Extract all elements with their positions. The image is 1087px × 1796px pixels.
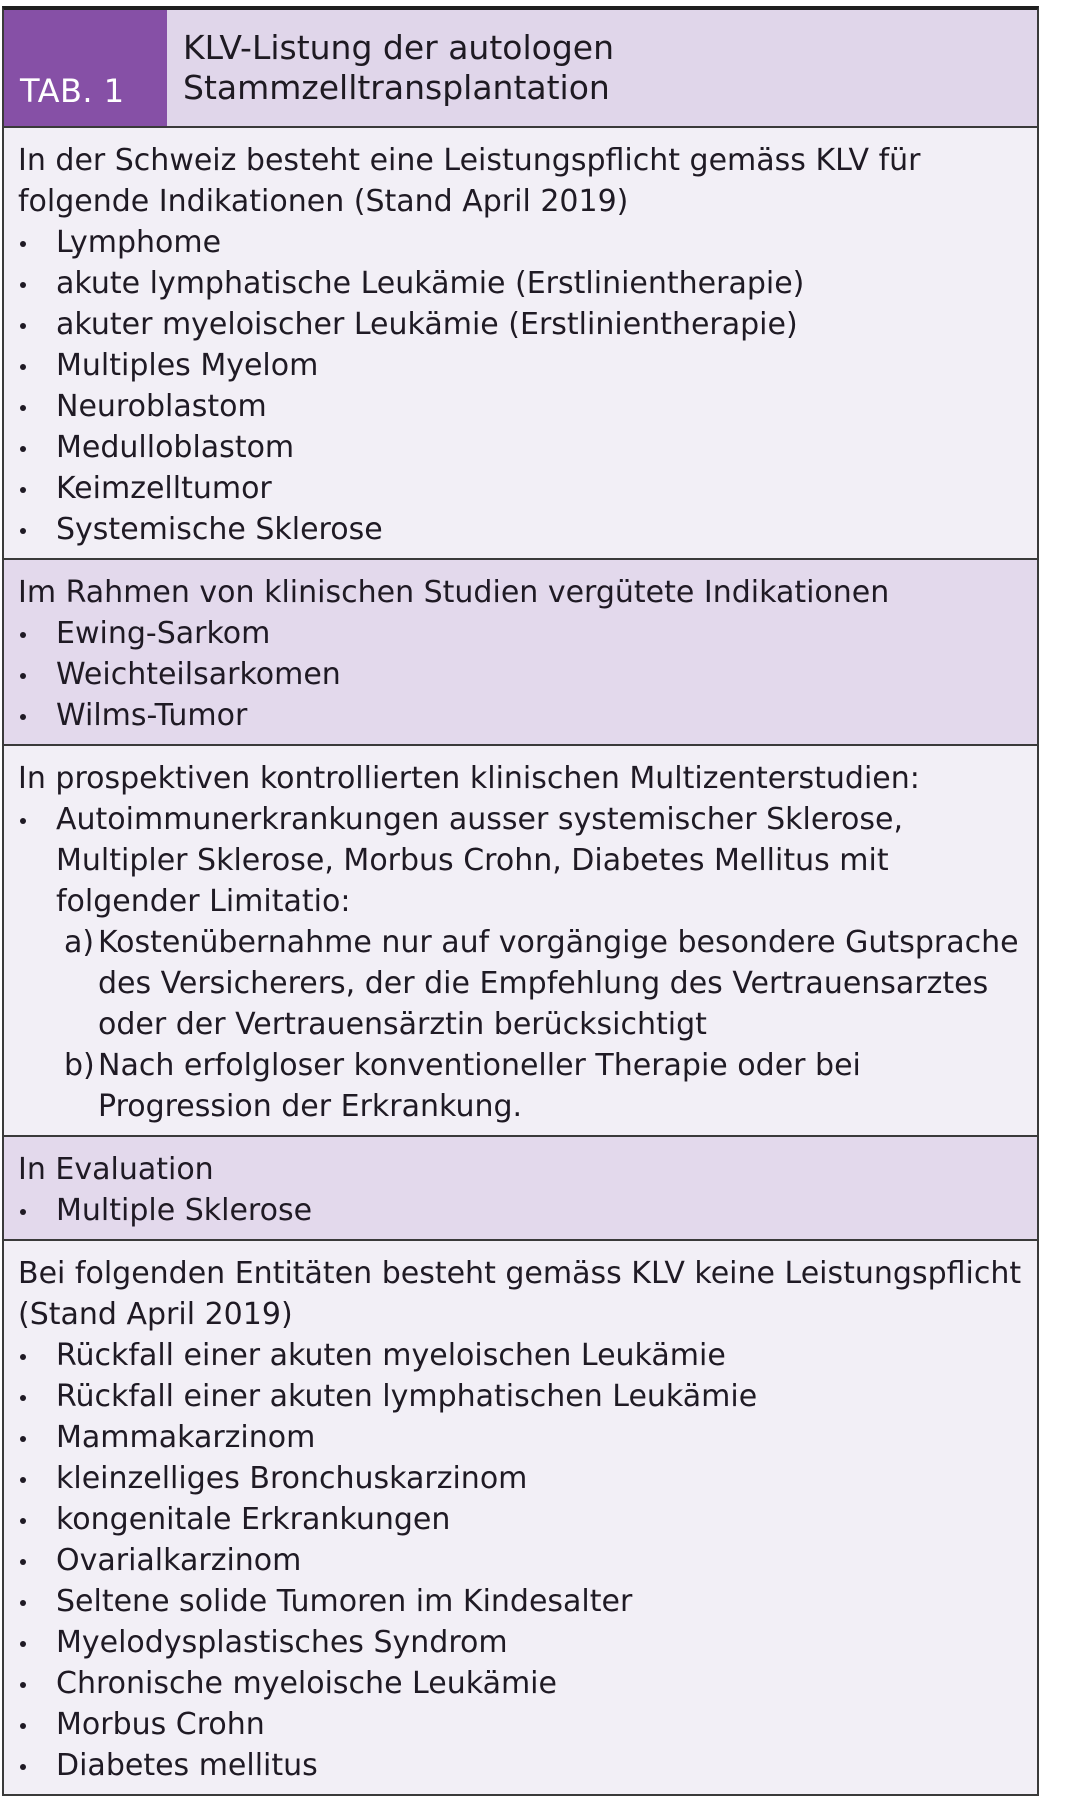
list-item: Rückfall einer akuten lymphatischen Leukämie: [18, 1376, 1023, 1417]
section-intro: In der Schweiz besteht eine Leistungspflicht gemäss KLV für folgende Indikationen (Stand April 2019): [18, 143, 921, 219]
list-item: Wilms-Tumor: [18, 695, 1023, 736]
list-item: Weichteilsarkomen: [18, 654, 1023, 695]
section-covered-indications: [4, 128, 1037, 560]
section-multicenter-studies: [4, 746, 1037, 1137]
list-item: akute lymphatische Leukämie (Erstlinientherapie): [18, 263, 1023, 304]
sub-list-marker: b): [64, 1048, 95, 1083]
list-item: Myelodysplastisches Syndrom: [18, 1622, 1023, 1663]
sub-list-item: [64, 922, 1023, 1045]
section-intro: Bei folgenden Entitäten besteht gemäss KLV keine Leistungspflicht (Stand April 2019): [18, 1256, 1022, 1332]
table-title-line-1: KLV-Listung der autologen: [183, 28, 614, 67]
list-item: Keimzelltumor: [18, 468, 1023, 509]
list-item: Medulloblastom: [18, 427, 1023, 468]
klv-table: [2, 6, 1039, 1796]
list-item: Diabetes mellitus: [18, 1745, 1023, 1786]
bullet-list: [18, 799, 1023, 922]
list-item: Ewing-Sarkom: [18, 613, 1023, 654]
sub-list-text: Nach erfolgloser konventioneller Therapie oder bei Progression der Erkrankung.: [98, 1048, 861, 1124]
section-intro: Im Rahmen von klinischen Studien vergütete Indikationen: [18, 575, 890, 610]
sub-list-item: [64, 1045, 1023, 1127]
list-item: Multiples Myelom: [18, 345, 1023, 386]
list-item: Seltene solide Tumoren im Kindesalter: [18, 1581, 1023, 1622]
section-not-covered: [4, 1241, 1037, 1794]
table-header: [4, 10, 1037, 128]
section-clinical-studies: [4, 560, 1037, 746]
list-item: Chronische myeloische Leukämie: [18, 1663, 1023, 1704]
sub-list-text: Kostenübernahme nur auf vorgängige besondere Gutsprache des Versicherers, der die Empfehlung des Vertrauensarztes oder der Vertrauensärztin berücksichtigt: [98, 925, 1019, 1042]
section-in-evaluation: [4, 1137, 1037, 1241]
list-item: kleinzelliges Bronchuskarzinom: [18, 1458, 1023, 1499]
table-number-label: TAB. 1: [4, 10, 167, 126]
list-item: Rückfall einer akuten myeloischen Leukämie: [18, 1335, 1023, 1376]
sub-list-marker: a): [64, 925, 95, 960]
list-item: Multiple Sklerose: [18, 1190, 1023, 1231]
list-item: Ovarialkarzinom: [18, 1540, 1023, 1581]
table-title: [167, 10, 1037, 126]
list-item: akuter myeloischer Leukämie (Erstlinientherapie): [18, 304, 1023, 345]
list-item: Autoimmunerkrankungen ausser systemischer Sklerose, Multipler Sklerose, Morbus Crohn, Diabetes Mellitus mit folgender Limitatio:: [18, 799, 1023, 922]
section-intro: In Evaluation: [18, 1152, 214, 1187]
list-item: Neuroblastom: [18, 386, 1023, 427]
table-title-line-2: Stammzelltransplantation: [183, 68, 610, 107]
bullet-list: [18, 1335, 1023, 1786]
section-intro: In prospektiven kontrollierten klinischen Multizenterstudien:: [18, 761, 920, 796]
list-item: Systemische Sklerose: [18, 509, 1023, 550]
list-item: kongenitale Erkrankungen: [18, 1499, 1023, 1540]
list-item: Lymphome: [18, 222, 1023, 263]
bullet-list: [18, 1190, 1023, 1231]
bullet-list: [18, 613, 1023, 736]
list-item: Morbus Crohn: [18, 1704, 1023, 1745]
bullet-list: [18, 222, 1023, 550]
sub-list: [18, 922, 1023, 1127]
list-item: Mammakarzinom: [18, 1417, 1023, 1458]
